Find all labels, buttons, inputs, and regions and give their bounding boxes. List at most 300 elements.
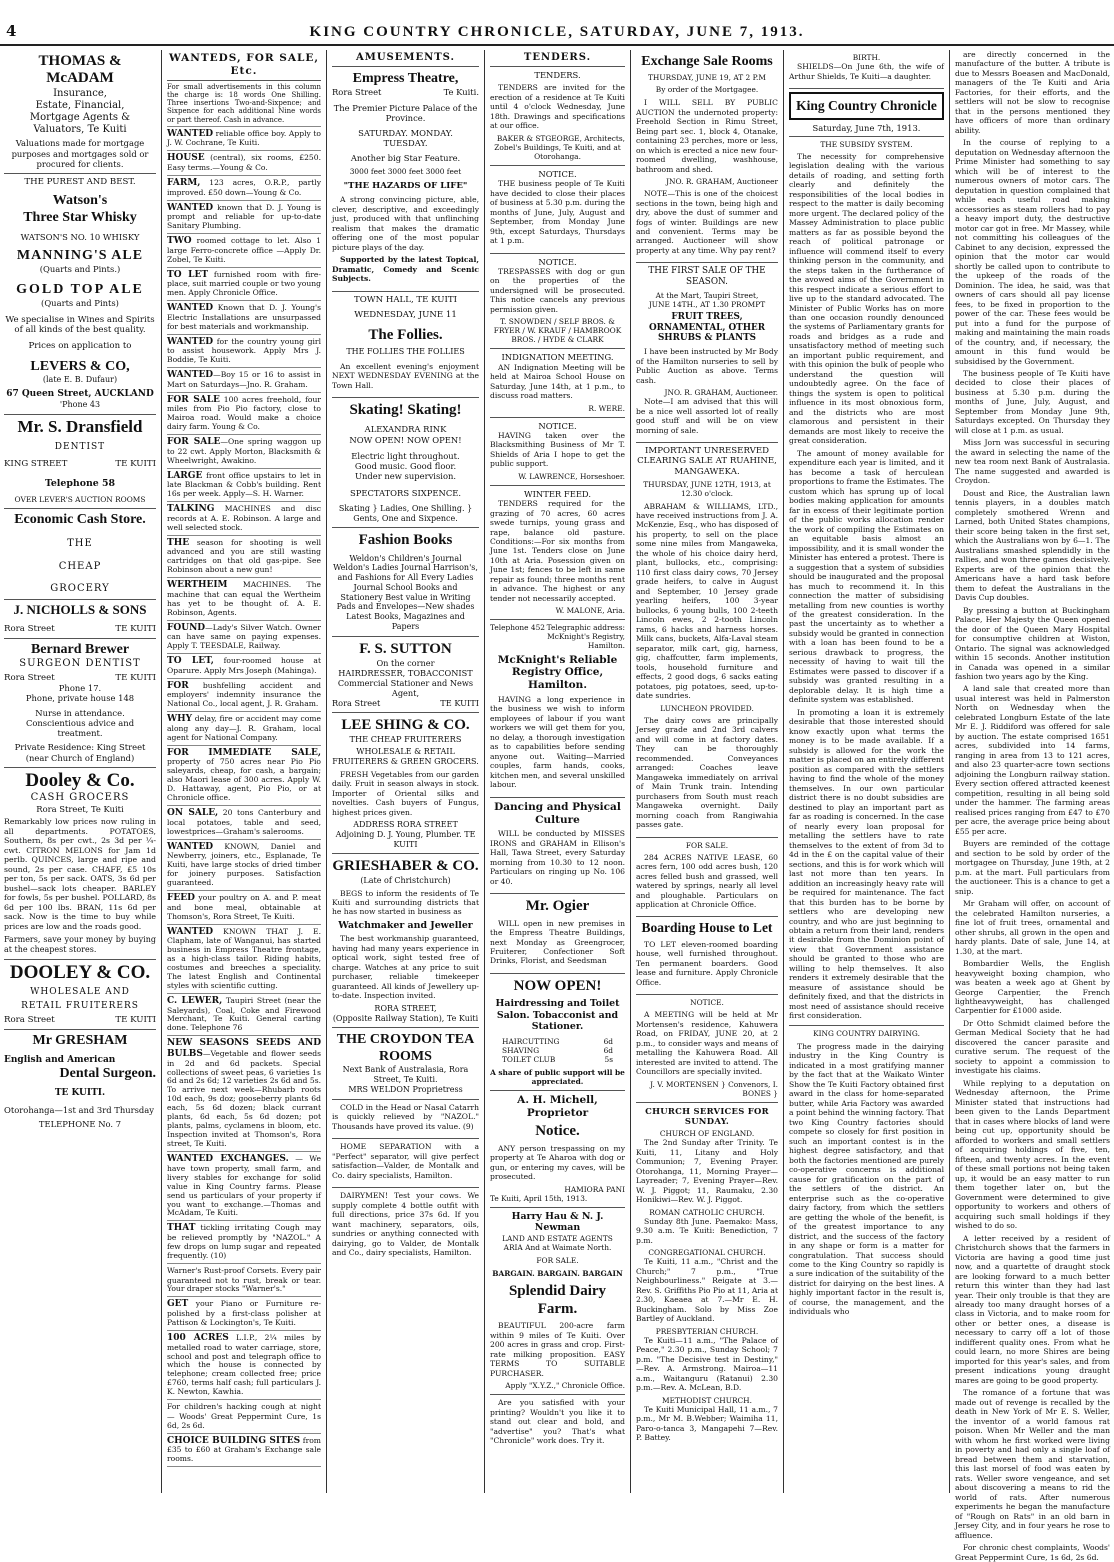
ad-body: FRESH Vegetables from our garden daily. Fruit in season always in stock. Importer of Oriental silks and novelties. Cash buyers of Fungus, highest prices given. — [332, 769, 479, 817]
classified-lead: WANTED — [167, 128, 214, 139]
price-list — [502, 1037, 613, 1064]
section-heading: WANTEDS, FOR SALE, Etc. — [167, 50, 321, 81]
classified-lead: WANTED — [167, 370, 214, 381]
classified-lead: TALKING — [167, 504, 215, 515]
ad-title: THE FIRST SALE OF THE SEASON. — [648, 266, 766, 288]
section-heading: TENDERS. — [490, 50, 625, 67]
ad-winter-feed — [490, 486, 625, 621]
ad-phone: Telephone 452 — [490, 623, 545, 633]
ad-line: Good music. Good floor. — [354, 461, 457, 472]
ad-line: Under new supervision. — [354, 471, 457, 482]
ad-dairymen — [332, 1188, 479, 1264]
classified-text: —One spring waggon up to 22 cwt. Apply Morton, Blacksmith & Wheelwright, Awakino. — [167, 437, 321, 465]
ad-native-lease — [636, 838, 778, 918]
classified-ad — [167, 502, 321, 536]
ad-line: LAND AND ESTATE AGENTS — [502, 1233, 613, 1243]
church-name: CHURCH OF ENGLAND. — [659, 1129, 755, 1139]
classified-ad — [167, 1434, 321, 1468]
ad-line: Phone, private house 148 — [25, 693, 135, 704]
ad-town: TE KUITI — [115, 459, 156, 470]
paragraph: The romance of a fortune that was made out of revenge is recalled by the death in New York of Mr E. S. Weller, the inventor of a world famous rat poison. When Mr Weller and the man with whom he first worked were living in poverty and had only a single loaf of bread between them and starvation, this last morsel of food was eaten by rats. Weller swore vengeance, and set about discovering a means to rid the world of rats. After numerous experiments he began the manufacture of "Rough on Rats" in an old barn in Jersey City, and in four years he rose to affluence. — [955, 1388, 1110, 1540]
church-body: Sunday 8th June. Paemako: Mass, 9.30 a.m. Te Kuiti: Benediction, 7 p.m. — [636, 1216, 778, 1245]
ad-line: NOW OPEN! NOW OPEN! — [349, 434, 462, 445]
classified-text: delay, fire or accident may come along any day—J. R. Graham, local agent for National Company. — [167, 714, 321, 742]
classified-ad — [167, 994, 321, 1036]
ad-title: Empress Theatre, — [352, 71, 459, 87]
classified-lead: CHOICE BUILDING SITES — [167, 1435, 301, 1446]
ad-body: I have been instructed by Mr Body of the Hamilton nurseries to sell by Public Auction as above. Terms cash. — [636, 347, 778, 385]
classified-text: 123 acres, O.R.P., partly improved. £50 down—Young & Co. — [167, 177, 321, 197]
price-value: 6d — [603, 1036, 613, 1046]
ad-exchange-sale-rooms — [636, 50, 778, 263]
ad-title: NOTICE. — [690, 998, 724, 1008]
classified-ad — [167, 335, 321, 369]
ad-body: Are you satisfied with your printing? Wouldn't you like it to stand out clear and bold, and "advertise" you? That's what "Chronicle" work does. Try it. — [490, 1398, 625, 1446]
ad-title: NOTICE. — [538, 168, 577, 179]
column-rule — [783, 50, 784, 1493]
column-rule — [630, 50, 631, 1493]
ad-title: GOLD TOP ALE — [16, 282, 144, 298]
classified-lead: 100 ACRES — [167, 1332, 229, 1343]
ad-blacksmith — [490, 418, 625, 486]
ad-brewer — [4, 639, 156, 768]
classified-text: bushfelling accident and employers' indemnity insurance the National Co., local agent, J. R. Graham. — [167, 680, 321, 709]
ad-empress-theatre — [332, 67, 479, 291]
ad-line: FRUIT TREES, ORNAMENTAL, OTHER SHRUBS & PLANTS — [648, 311, 766, 344]
classified-lead: TWO — [167, 236, 192, 247]
classified-text: (central), six rooms, £250. Easy terms.—Young & Co. — [167, 153, 321, 173]
classified-lead: FOR SALE — [167, 394, 220, 405]
classified-text: KNOWN THAT J. E. Clapham, late of Wanganui, has started business in Empress Theatre frontage, as a high-class tailor. Riding habits, costumes and breeches a speciality. The latest English and Continental styles with scientific cutting. — [167, 926, 321, 990]
editorial-date: Saturday, June 7th, 1913. — [789, 123, 944, 136]
classified-ad — [167, 621, 321, 655]
classified-lead: WANTED — [167, 202, 214, 213]
ad-line: Another big Star Feature. — [350, 152, 461, 163]
ad-dancing — [490, 798, 625, 895]
ad-line: A share of public support will be appreciated. — [490, 1067, 625, 1086]
column-3 — [328, 50, 483, 1493]
church-name: METHODIST CHURCH. — [662, 1395, 752, 1405]
classified-text: reliable office boy. Apply to J. W. Cochrane, Te Kuiti. — [167, 128, 321, 148]
classified-text: MACHINES. The machine that can equal the Wertheim has yet to be thought of. A. E. Robinson, Agents. — [167, 580, 321, 617]
classified-text: known that D. J. Young is prompt and reliable for up-to-date Sanitary Plumbing. — [167, 202, 321, 231]
ad-line: (Opposite Railway Station), Te Kuiti — [332, 1013, 479, 1023]
classified-ad — [167, 1221, 321, 1263]
ad-line: THURSDAY, JUNE 12TH, 1913, at 12.30 o'clock. — [643, 480, 771, 499]
ad-line: TUESDAY. — [383, 138, 428, 149]
ad-signature: JNO. R. GRAHAM, Auctioneer. — [664, 388, 778, 398]
ad-street: Rora Street — [332, 87, 382, 98]
column-1 — [0, 50, 160, 1493]
classified-ad — [167, 201, 321, 235]
ad-tenders — [490, 67, 625, 166]
classified-lead: GET — [167, 1299, 189, 1310]
ad-line — [332, 87, 479, 97]
ad-title: Mr. S. Dransfield — [17, 416, 143, 436]
classified-lead: FOR SALE — [167, 437, 221, 448]
ad-signature: J. V. MORTENSEN } Convenors, I. BONES } — [650, 1079, 778, 1098]
ad-title: A. H. Michell, Proprietor — [517, 1093, 598, 1119]
ad-street: Rora Street — [4, 672, 55, 683]
ad-line: OVER LEVER'S AUCTION ROOMS — [14, 495, 146, 505]
ad-title: Dental Surgeon. — [59, 1066, 156, 1082]
ad-body: Farmers, save your money by buying at the cheapest stores. — [4, 935, 156, 954]
church-name: PRESBYTERIAN CHURCH. — [655, 1326, 759, 1336]
ad-line: (Quarts and Pints.) — [39, 264, 121, 275]
ad-title: WINTER FEED. — [523, 488, 592, 499]
classified-text: 20 tons Canterbury and local potatoes, table and seed, lowestprices—Graham's salerooms. — [167, 808, 321, 836]
classified-text: Taupiri Street (near the Saleyards), Coal, Coke and Firewood Merchant, Te Kuiti. General carting done. Telephone 76 — [167, 995, 321, 1033]
classified-ad — [167, 806, 321, 840]
classified-ad — [167, 393, 321, 435]
price-row — [502, 1037, 613, 1046]
classified-text: for the country young girl to assist housework. Apply Mrs J. Boddie, Te Kuiti. — [167, 336, 321, 365]
ad-line: Rora Street, Te Kuiti — [36, 803, 124, 814]
ad-title: Notice. — [535, 1123, 580, 1140]
article-body: The progress made in the dairying industry in the King Country is indicated in a most gratifying manner by the fact that at the Waikato Winter Show the Te Kuiti Factory obtained first award in the class for home-separated butter, while Aria Factory was awarded a point behind the winning factory. That two King Country factories should compete so closely for first position in such an important contest is in the highest degree satisfactory, and that both the factories mentioned are purely co-operative concerns is additional cause for gratification on the part of the settlers of the district. An enterprise such as the co-operative dairy factory, from which the settlers are getting the whole of the benefit, is of the greatest importance to any district, and the success of the factory in any shape or form is a matter for congratulation. That success should come to the King Country so rapidly is a sure indication of the suitability of the district for dairying on the best lines. A highly important factor in the result is, of course, the management, and the individuals who — [789, 1041, 944, 1317]
ad-line: Nurse in attendance. — [35, 707, 125, 718]
classified-lead: TO LET, — [167, 656, 214, 667]
ad-town: TE KUITI — [115, 1014, 156, 1025]
ad-body: Supported by the latest Topical, Dramatic, Comedy and Scenic Subjects. — [332, 255, 479, 284]
ad-line: CASH GROCERS — [30, 791, 130, 803]
birth-notice — [789, 50, 944, 89]
classified-ad — [167, 127, 321, 152]
classified-lead: WERTHEIM — [167, 580, 228, 591]
ad-line: DENTIST — [54, 442, 106, 453]
church-body: Te Kuiti Municipal Hall, 11 a.m., 7 p.m., Mr M. B.Webber; Waimiha 11, Paro-o-tanca 3, Mangapehi 7—Rev. P. Battey. — [636, 1404, 778, 1443]
ad-body: A MEETING will be held at Mr Mortensen's residence, Kahuwera Road, on FRIDAY, JUNE 20, at 2 p.m., to consider ways and means of metalling the Kahuwera Road. All interested are invited to attend. The Councillors are specially invited. — [636, 1010, 778, 1077]
classified-lead: FOR — [167, 680, 189, 691]
classified-ad — [167, 1152, 321, 1221]
classified-lead: WANTED — [167, 336, 214, 347]
ad-line: Telephone 58 — [44, 477, 116, 489]
ad-telegraphic: Telegraphic address: McKnight's Registry, Hamilton. — [546, 623, 625, 651]
classified-lead: HOUSE — [167, 153, 205, 164]
ad-signature: W. MALONE, Aria. — [555, 606, 625, 616]
classified-text: L.I.P., 2¼ miles by metalled road to water carriage, store, school and post and telegraph office to which the house is connected by telephone; cream collected free; price £760, terms half cash; full particulars J. K. Newton, Kawhia. — [167, 1332, 321, 1397]
ad-title: LEE SHING & CO. — [341, 717, 470, 733]
column-4 — [486, 50, 629, 1493]
classified-text: —Lady's Silver Watch. Owner can have same on paying expenses. Apply T. TEESDALE, Railway. — [167, 622, 321, 651]
section-heading: CHURCH SERVICES FOR SUNDAY. — [645, 1105, 769, 1127]
ad-body: TRESPASSES with dog or gun on the properties of the undersigned will be prosecuted. This notice cancels any previous permission given. — [490, 266, 625, 314]
ad-line: GROCERY — [50, 582, 110, 594]
ad-line: SURGEON DENTIST — [19, 658, 141, 670]
classified-text: —Vegetable and flower seeds in 2d and 6d packets. Special collections of sweet peas, 6 varieties 1s 6d and 2s 6d; 12 varieties 2s 6d and 5s. To arrive next week—Rhubarb roots 10d each, 9s doz; gooseberry plants 6d each, 5s 6d dozen; black currant plants, 6d each, 5s 6d dozen; pot plants, palms, cyclamens in bloom, etc. Inspection invited at Thomson's, Rora street, Te Kuiti. — [167, 1048, 321, 1149]
classified-ad — [167, 536, 321, 578]
ad-signature: HAMIORA PANI — [564, 1184, 625, 1194]
ad-title: Bernard Brewer — [30, 642, 130, 658]
ad-croydon — [332, 1028, 479, 1099]
editorial-body — [789, 152, 944, 1021]
classified-ad — [167, 268, 321, 302]
classified-intro: For small advertisements in this column the charge is: 18 words One Shilling. Three insertions Two-and-Sixpence; and Sixpence for each additional Nine words or part thereof. Cash in advance. — [167, 81, 321, 127]
church-services — [636, 1103, 778, 1450]
ad-closing-notice — [490, 166, 625, 254]
ad-thomas-mcadam — [4, 50, 156, 174]
ad-body: ANY person trespassing on my property at Te Aharoa with dog or gun, or entering my caves, will be prosecuted. — [490, 1143, 625, 1182]
ad-line: Private Residence: King Street (near Church of England) — [14, 742, 146, 763]
column-rule — [949, 50, 950, 1493]
ad-title: Three Star Whisky — [23, 209, 137, 225]
classified-ad — [167, 891, 321, 925]
ad-line: Commercial Stationer and News Agent, — [337, 678, 474, 698]
ad-line: By order of the Mortgagee. — [655, 85, 759, 95]
classified-list — [167, 127, 321, 1467]
newspaper-title: KING COUNTRY CHRONICLE, SATURDAY, JUNE 7, 1913. — [309, 24, 805, 40]
ad-line: Apply "X.Y.Z.," Chronicle Office. — [505, 1381, 625, 1391]
classified-text: front office upstairs to let in late Blackman & Cobb's building. Rent 16s per week. Apply—S. H. Warner. — [167, 470, 321, 499]
ad-title: Boarding House to Let — [641, 920, 773, 936]
classified-lead: ON SALE, — [167, 808, 219, 819]
column-2 — [163, 50, 325, 1493]
ad-line — [4, 459, 156, 469]
ad-line: SATURDAY. MONDAY. — [358, 128, 453, 139]
paragraph: are directly concerned in the manufacture of the butter. A tribute is due to Messrs Boeasen and MacDonald, managers of the Te Kuiti and Aria Factories, for their efforts, and the settlers will not be slow to recognise that in the persons mentioned they have officers of more than ordinary ability. — [955, 50, 1110, 135]
ad-line: Insurance, — [53, 87, 107, 99]
church-name: ROMAN CATHOLIC CHURCH. — [649, 1207, 765, 1217]
ad-line — [4, 1015, 156, 1025]
church-body: The 2nd Sunday after Trinity. Te Kuiti, 11, Litany and Holy Communion; 7, Evening Prayer. Otorohanga, 11, Morning Prayer—Layreader; 7, Evening Prayer—Rev. W. J. Piggot; 11, Raumaku, 2.30 Honikiwi—Rev. W. J. Piggot. — [636, 1138, 778, 1205]
classified-ad — [167, 925, 321, 994]
ad-line: Watchmaker and Jeweller — [338, 919, 473, 931]
paragraph: The necessity for comprehensive legislation dealing with the various details of roading, and setting forth clearly and definitely the responsibilities of the local bodies in respect to the matter is daily becoming more urgent. The declared policy of the Massey Administration to place public matters as far as possible beyond the reach of political patronage or influence will commend itself to every thinking person in the community, and the steps taken in the furtherance of the avowed aims of the Government in this respect indicate a serious effort to live up to the standard advocated. The Minister of Public Works has on more than one occasion roundly denounced the systems of Parliamentary grants for roads and bridges as a rude and unsatisfactory method of meeting such an important public requirement, and with this opinion the bulk of people who understand the question will undoubtedly agree. On the face of things the system is open to political influence in its most obnoxious form, and the districts who are most clamorous and persistent in their demands are most likely to receive the great consideration. — [789, 151, 944, 446]
ad-line: ARIA And at Waimate North. — [503, 1242, 612, 1252]
paragraph: Mr Graham will offer, on account of the celebrated Hamilton nurseries, a fine lot of fruit trees, ornamental and other shrubs, all grown in the open and hardy plants. Date of sale, June 14, at 1.30, at the mart. — [955, 899, 1110, 956]
ad-line: Mortgage Agents & — [29, 111, 131, 123]
classified-ad — [167, 654, 321, 679]
ad-line: (Quarts and Pints) — [41, 298, 119, 309]
classified-text: For children's hacking cough at night — Woods' Great Peppermint Cure, 1s 6d, 2s 6d. — [167, 1402, 321, 1430]
ad-line: ALEXANDRA RINK — [364, 424, 447, 435]
ad-grieshaber — [332, 854, 479, 1028]
paragraph: In the course of replying to a deputation on Wednesday afternoon the Prime Minister had something to say which will be of interest to the numerous owners of motor cars. The deputation in question complained that while each useful road making accessories as steam rollers had to pay a heavy import duty, the destructive motor car got in free. Mr Massey, while not committing his colleagues of the Cabinet to any decision, expressed the opinion that the motor car would shortly be called upon to contribute to the upkeep of the roads of the Dominion. The idea, he said, was that owners of cars should all pay license fees, to be fixed in proportion to the power of the car. These fees would be put into a fund for the purpose of making and maintaining the main roads of the country, and, if necessary, the amount in this fund would be subsidised by the Government. — [955, 138, 1110, 366]
ad-line: THE FOLLIES THE FOLLIES — [346, 346, 465, 356]
ad-line: TE KUITI. — [54, 1088, 106, 1099]
ad-line: Valuators, Te Kuiti — [33, 124, 127, 136]
column-5 — [632, 50, 782, 1493]
price-item: SHAVING — [502, 1045, 540, 1055]
ad-line: THE PUREST AND BEST. — [24, 177, 136, 187]
ad-nazol — [332, 1100, 479, 1139]
ad-ogier — [490, 894, 625, 974]
ad-indignation — [490, 349, 625, 417]
ad-body: AN Indignation Meeting will be held at Mairoa School House on Saturday, June 14th, at 1 p.m., to discuss road matters. — [490, 362, 625, 401]
classified-lead: LARGE — [167, 470, 203, 481]
ad-line: SPECTATORS SIXPENCE. — [349, 487, 462, 498]
classified-ad — [167, 1036, 321, 1152]
ad-title: Dooley & Co. — [25, 769, 135, 791]
ad-trespass-notice — [490, 254, 625, 350]
ad-line — [490, 623, 625, 650]
ad-line: TENDERS. — [534, 70, 581, 81]
ad-signature: T. SNOWDEN / SELF BROS. & FRYER / W. KRAUF / HAMBROOK BROS. / HYDE & CLARK — [493, 317, 622, 345]
classified-text: from £35 to £60 at Graham's Exchange sale rooms. — [167, 1435, 321, 1464]
ad-title: Economic Cash Store. — [14, 512, 146, 528]
ad-line: On the corner — [376, 658, 435, 668]
classified-lead: FOUND — [167, 622, 206, 633]
classified-lead: NEW SEASONS SEEDS AND BULBS — [167, 1038, 321, 1059]
price-value: 6d — [603, 1045, 613, 1055]
classified-ad — [167, 1297, 321, 1331]
ad-line — [4, 624, 156, 634]
classified-lead: THE — [167, 537, 190, 548]
ad-body: I WILL SELL BY PUBLIC AUCTION the undernoted property: Freehold Section in Rimu Street, Being part sec. 1, block 4, Otanake, containing 23 perches, more or less, on which is erected a nice new four-roomed dwelling, washhouse, bathroom and shed. — [636, 98, 778, 174]
classified-ad — [167, 1264, 321, 1298]
ad-line: MRS WELDON Proprietress — [348, 1084, 463, 1094]
ad-road-meeting — [636, 995, 778, 1102]
ad-line: English and American — [4, 1055, 116, 1066]
ad-title: THOMAS & McADAM — [38, 53, 122, 87]
ad-street: Rora Street — [4, 1014, 55, 1025]
ad-title: Mr. Ogier — [525, 898, 590, 915]
ad-first-sale — [636, 263, 778, 443]
classified-text: Known that D. J. Young's Electric Installations are unsurpassed for best materials and workmanship. — [167, 303, 321, 331]
ad-line: WHOLESALE & RETAIL FRUITERERS & GREEN GROCERS. — [332, 747, 479, 767]
ad-title: Watson's — [52, 193, 108, 209]
ad-line: Electric light throughout. — [351, 450, 460, 461]
ad-body: The dairy cows are principally Jersey grade and 2nd 3rd calvers and will come in at factory dates. They can be thoroughly recommended. Conveyances arranged: Coaches leave Mangaweka immediately on arrival of Main Trunk train. Intending purchasers from South must reach Mangaweka overnight. Daily morning coach from Rangiwahia passes gate. — [636, 715, 778, 830]
ad-line: Estate, Financial, — [35, 99, 125, 111]
classified-lead: WHY — [167, 714, 193, 725]
ad-line: 3000 feet 3000 feet 3000 feet — [349, 166, 462, 176]
ad-body: An excellent evening's enjoyment NEXT WEDNESDAY EVENING at the Town Hall. — [332, 361, 479, 390]
classified-lead: C. LEWER, — [167, 995, 223, 1006]
church-body: Te Kuiti—11 a.m., "The Palace of Peace," 2.30 p.m., Sunday School; 7 p.m. "The Decisive test in Destiny," —Rev. A. Armstrong. Mairoa—11 a.m., Waitanguru (Ratanui) 2.30 p.m.—Rev. A. McLean, B.D. — [636, 1335, 778, 1393]
ad-title: Exchange Sale Rooms — [641, 54, 773, 69]
ad-body: Remarkably low prices now ruling in all departments. POTATOES, Southern, 8s per cwt., 2s 3d per ¼-cwt. CITRON MELONS for Jam 1d perlb. QUINCES, large and ripe and sound, 2s per case. CHAFF, £5 10s per ton, 5s per sack. OATS, 3s 6d per bushel—sack lots cheaper. BARLEY for fowls, 5s per bushel. POLLARD, 8s 6d per 100 lbs. BRAN, 11s 6d per sack. Now is the time to buy while prices are low and the roads good. — [4, 817, 156, 931]
price-item: HAIRCUTTING — [502, 1036, 560, 1046]
ad-body: HAVING taken over the Blacksmithing Business of Mr T. Shields of Aria I hope to get the public support. — [490, 430, 625, 469]
ad-line: Prices on application to — [28, 340, 132, 351]
page-number: 4 — [6, 22, 17, 40]
ad-body: HAVING a long experience in the business we wish to inform employees of labour if you want workers we will get them for you, no delay, a thorough investigation as to capabilities before sending anyone out. Waiting—Married couples, farm hands, cooks, kitchen men, and several unskilled labour. — [490, 694, 625, 790]
ad-town: TE KUITI — [115, 623, 156, 634]
classified-text: — We have town property, small farm, and livery stables for exchange for solid value in King Country farms. Please send us particulars of your property if you want to exchange.—Thomas and McAdam, Te Kuiti. — [167, 1154, 321, 1218]
classified-lead: WANTED — [167, 303, 214, 314]
column-rule — [326, 50, 327, 1493]
ad-line: Zobel's Buildings, Te Kuiti, and at Otorohanga. — [494, 142, 621, 161]
ad-body: Valuations made for mortgage purposes and mortgages sold or procured for clients. — [11, 138, 149, 169]
ad-line: Hairdressing and Toilet Salon. Tobacconist and Stationer. — [495, 998, 620, 1033]
ad-line: THURSDAY, JUNE 19, AT 2 P.M — [648, 73, 766, 83]
ad-signature: BAKER & STGEORGE, Architects, — [496, 133, 625, 143]
ad-signature: W. LAWRENCE, Horseshoer. — [518, 471, 625, 481]
price-item: TOILET CLUB — [502, 1054, 556, 1064]
ad-title: MANNING'S ALE — [16, 247, 144, 263]
paragraph: By pressing a button at Buckingham Palace, Her Majesty the Queen opened the door of the Queen Mary Hospital for consumptive children at Wiston, Ontario. The signal was acknowledged within 15 seconds. Another institution in Canada was opened in a similar fashion two years ago by the King. — [955, 605, 1110, 681]
classified-text: your poultry on A. and P. meat and bone meal, obtainable at Thomson's, Rora Street, Te Kuiti. — [167, 893, 321, 921]
classified-ad — [167, 234, 321, 268]
ad-line: Otorohanga—1st and 3rd Thursday — [4, 1105, 155, 1116]
classified-text: your Piano or Furniture re-polished by a first-class polisher at Pattison & Lockington's, Te Kuiti. — [167, 1299, 321, 1327]
ad-clearing-sale — [636, 443, 778, 838]
ad-line: At the Mart, Taupiri Street, — [655, 290, 759, 300]
classified-lead: WANTED — [167, 841, 214, 852]
classified-lead: FEED — [167, 893, 195, 904]
ad-body: HOME SEPARATION with a "Perfect" separator, will give perfect satisfaction—Valder, de Montalk and Co. dairy specialists, Hamilton. — [332, 1142, 479, 1180]
paragraph: A letter received by a resident of Christchurch shows that the farmers in Victoria are having a good time just now, and a quartette of draught stock are looking forward to a much better return this winter than they had last year. Their only trouble is that they are already too many draught horses of a class in Victoria, and to make room for other or better ones, a disease is necessary to carry off a lot of those indifferent quality ones. From what he could learn, no more Shires are being imported for this year's sales, and from present indications young draught mares are going to be good property. — [955, 1233, 1110, 1385]
ad-boarding-house — [636, 917, 778, 995]
paragraph: Doust and Rice, the Australian lawn tennis players, in a doubles match completely smothered Wrenn and Larned, both United States champions, their score being taken in the first set, which the Australians won by 6—1. The Australians smashed splendidly in the rallies, and won three games decisively. Experts are of the opinion that the Americans have a hard task before them to defeat the Australians in the Davis Cup doubles. — [955, 488, 1110, 603]
ad-line: 'Phone 43 — [59, 399, 101, 409]
paragraph: In promoting a loan it is extremely desirable that those interested should know exactly upon what terms the money is to be made available. If a subsidy is allowed for the work the matter is placed on an entirely different position as compared with the settlers having to find the whole of the money themselves. In our own particular district there is no doubt subsidies are destined to play an important part as far as roading is concerned. In the case of nearly every loan proposal for metalling the settlers have to rate themselves to the extent of from 3d to 4d in the £ on the capital value of their sections, and this is for work which will last not more than ten years. In addition an increasingly heavy rate will be required for maintenance. The fact that this burden has to be borne by settlers who are developing new country, and who are just beginning to obtain a return from their land, renders it desirable from the Dominion point of view that Government assistance should be granted to those who are willing to help themselves. It also renders it extremely desirable that the measure of assistance should be definitely fixed, and that the districts in most need of assistance should receive first consideration. — [789, 707, 944, 1021]
ad-lee-shing — [332, 713, 479, 854]
ad-title: Dancing and Physical Culture — [494, 800, 621, 826]
ad-skating — [332, 398, 479, 528]
ad-fashion-books — [332, 528, 479, 636]
ad-mcknight — [490, 620, 625, 797]
ad-line: WEDNESDAY, JUNE 11 — [354, 310, 457, 321]
ad-body: BEAUTIFUL 200-acre farm within 9 miles of Te Kuiti. Over 200 acres in grass and crop. First-rate milking proposition. EASY TERMS TO SUITABLE PURCHASER. — [490, 1321, 625, 1378]
ad-line: WHOLESALE AND — [30, 986, 130, 997]
price-value: 5s — [604, 1054, 613, 1064]
ad-body: WILL open in new premises in the Empress Theatre Buildings, next Monday as Greengrocer, Fruiterer, Confectioner Soft Drinks, Florist, and Seedsman — [490, 918, 625, 966]
ad-body: COLD in the Head or Nasal Catarrh is quickly relieved by "NAZOL." Thousands have proved its value. (9) — [332, 1102, 479, 1131]
ad-title: DOOLEY & CO. — [9, 961, 151, 983]
editorial-heading: THE SUBSIDY SYSTEM. — [820, 139, 913, 149]
ad-line: THE CHEAP FRUITERERS — [349, 734, 462, 745]
column-6 — [785, 50, 948, 1493]
ad-title: Harry Hau & N. J. Newman — [511, 1210, 604, 1234]
classified-text: tickling irritating Cough may be relieved promptly by "NAZOL." A few drops on lump sugar and repeated frequently. (10) — [167, 1223, 321, 1260]
ad-gresham — [4, 1030, 156, 1134]
ad-title: Mr GRESHAM — [32, 1033, 128, 1048]
price-row — [502, 1046, 613, 1055]
ad-line: 67 Queen Street, AUCKLAND — [6, 388, 154, 399]
ad-street: KING STREET — [4, 459, 68, 470]
classified-ad — [167, 301, 321, 335]
ad-title: LEVERS & CO, — [30, 359, 130, 375]
ad-town-hall — [332, 292, 479, 398]
birth-heading: BIRTH. — [852, 53, 881, 62]
ad-title: F. S. SUTTON — [359, 640, 452, 657]
ad-street: Rora Street — [332, 698, 381, 708]
ad-salon — [490, 974, 625, 1091]
ad-line: "THE HAZARDS OF LIFE" — [343, 180, 468, 191]
page-columns — [0, 50, 1114, 1562]
ad-town: Te Kuiti. — [443, 87, 479, 98]
ad-body: Weldon's Children's Journal Weldon's Ladies Journal Harrison's, and Fashions for All Every Ladies Journal School Books and Stationery Best value in Writing Pads and Envelopes—New shades Latest Books, Magazines and Papers — [333, 553, 478, 631]
ad-body: DAIRYMEN! Test your cows. We supply complete 4 bottle outfit with full directions, price 37s 6d. If you want machinery, separators, oils, sundries or anything connected with dairying, go to Valder, de Montalk and Co., dairy specialists, Hamilton. — [332, 1191, 479, 1258]
ad-body: ABRAHAM & WILLIAMS, LTD., have received instructions from J. A. McKenzie, Esq., who has disposed of his property, to sell on the place some nine miles from Mangaweka, the whole of his choice dairy herd, plant, bullocks, etc., comprising: 110 first class dairy cows, 70 Jersey grade heifers, to calve in August and September, 10 Jersey grade yearling heifers, 100 3-year bullocks, 6 young bulls, 100 2-teeth Lincoln ewes, 2 2-tooth Lincoln rams, 6 hacks and harness horses. Milk cans, buckets, Alfa-Laval steam separator, milk cart, gig, harness, gig, chaffcutter, farm implements, tools, household furniture and effects, 2 good dogs, 6 sacks eating potatoes, pig potatoes, seed, up-to-date sundries. — [636, 501, 778, 701]
classified-ad — [167, 469, 321, 503]
ad-line: CHEAP — [58, 560, 102, 572]
ad-title: GRIESHABER & CO. — [332, 858, 479, 875]
ad-hau-newman — [490, 1208, 625, 1396]
ad-title: Fashion Books — [358, 532, 453, 549]
masthead — [0, 0, 1114, 46]
ad-body: WILL be conducted by MISSES IRONS and GRAHAM in Ellison's Hall, Tawa Street, every Saturday morning from 10.30 to 12 noon. Particulars on ringing up No. 106 or 40. — [490, 829, 625, 886]
classified-text: season for shooting is well advanced and you are still wasting cartridges on that old gas-pipe. See Robinson about a new gun! — [167, 537, 321, 575]
ad-title: Splendid Dairy Farm. — [508, 1282, 607, 1318]
classified-text: —Boy 15 or 16 to assist in Mart on Saturdays—Jno. R. Graham. — [167, 370, 321, 389]
ad-line: The Premier Picture Palace of the Province. — [333, 102, 478, 123]
ad-title: NOW OPEN! — [513, 977, 602, 994]
classified-text: Warner's Rust-proof Corsets. Every pair guaranteed not to rust, break or tear. Your draper stocks "Warner's." — [167, 1265, 321, 1294]
ad-economic — [4, 509, 156, 600]
ad-line — [4, 673, 156, 683]
classified-ad — [167, 712, 321, 746]
classified-ad — [167, 578, 321, 620]
classified-lead: WANTED — [167, 926, 214, 937]
classified-text: property of 750 acres near Pio Pio saleyards, cheap, for cash, a bargain; also Maori lease of 300 acres. Apply W. D. Hattaway, agent, Pio Pio, or at Chronicle office. — [167, 757, 321, 803]
church-body: Te Kuiti, 11 a.m., "Christ and the Church;" 7 p.m., "True Neighbourliness." Reigate at 3.—Rev. S. Griffiths Pio Pio at 11, Aria at 2.30, Kaeaea at 7.—Mr E. H. Buckingham. Solo by Miss Zoe Bartley of Auckland. — [636, 1257, 778, 1324]
classified-text: 100 acres freehold, four miles from Pio Pio factory, close to Mairoa road. Would make a choice dairy farm. Young & Co. — [167, 394, 321, 432]
news-paragraphs — [955, 50, 1110, 1562]
ad-title: NOTICE. — [538, 256, 577, 267]
